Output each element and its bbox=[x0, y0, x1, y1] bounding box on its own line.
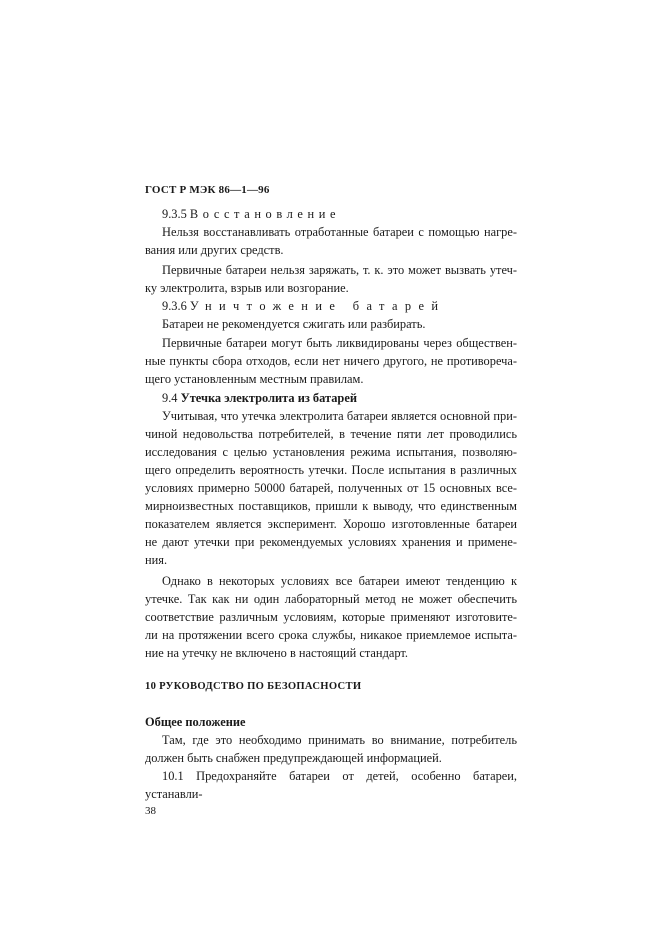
subsection-heading: Общее положение bbox=[145, 715, 246, 729]
section-title: Восстановление bbox=[189, 207, 341, 221]
text-line: утечке. Так как ни один лабораторный метод не может обеспечить bbox=[145, 592, 517, 606]
section-title: Утечка электролита из батарей bbox=[180, 391, 357, 405]
text-line: щего установленным местным правилам. bbox=[145, 372, 364, 386]
text-line: Учитывая, что утечка электролита батареи является основной при- bbox=[162, 409, 517, 423]
page-number: 38 bbox=[145, 805, 156, 817]
text-line: Батареи не рекомендуется сжигать или разбирать. bbox=[162, 317, 426, 331]
text-line: щего определить вероятность утечки. После испытания в различных bbox=[145, 463, 517, 477]
standard-header: ГОСТ Р МЭК 86—1—96 bbox=[145, 184, 270, 196]
section-heading-10: 10 РУКОВОДСТВО ПО БЕЗОПАСНОСТИ bbox=[145, 681, 362, 692]
text-line: мирноизвестных поставщиков, пришли к выводу, что единственным bbox=[145, 499, 517, 513]
section-heading-9-3-5 bbox=[145, 205, 517, 223]
text-line: ные пункты сбора отходов, если нет ничего другого, не противореча- bbox=[145, 354, 517, 368]
text-line: Первичные батареи могут быть ликвидированы через обществен- bbox=[162, 336, 517, 350]
section-number: 9.3.5 bbox=[162, 207, 187, 221]
text-line: ли на протяжении всего срока службы, никакое приемлемое испыта- bbox=[145, 628, 517, 642]
text-line: должен быть снабжен предупреждающей информацией. bbox=[145, 751, 442, 765]
text-line: чиной недовольства потребителей, в течение пяти лет проводились bbox=[145, 427, 517, 441]
text-line: 10.1 Предохраняйте батареи от детей, особенно батареи, устанавли- bbox=[145, 769, 517, 801]
text-line: Там, где это необходимо принимать во внимание, потребитель bbox=[162, 733, 517, 747]
text-line: ние на утечку не включено в настоящий стандарт. bbox=[145, 646, 408, 660]
section-number: 9.4 bbox=[162, 391, 178, 405]
text-line: Однако в некоторых условиях все батареи имеют тенденцию к bbox=[162, 574, 517, 588]
text-line: показателем является эксперимент. Хорошо изготовленные батареи bbox=[145, 517, 517, 531]
text-line: вания или других средств. bbox=[145, 243, 284, 257]
text-line: не дают утечки при рекомендуемых условиях хранения и примене- bbox=[145, 535, 517, 549]
section-title: Уничтожение батарей bbox=[189, 299, 446, 313]
text-line: Нельзя восстанавливать отработанные батареи с помощью нагре- bbox=[162, 225, 517, 239]
section-heading-9-3-6 bbox=[145, 297, 517, 315]
text-line: соответствие различным условиям, которые применяют изготовите- bbox=[145, 610, 517, 624]
text-line: условиях примерно 50000 батарей, полученных от 15 основных все- bbox=[145, 481, 517, 495]
section-heading-9-4 bbox=[145, 389, 517, 407]
section-number: 9.3.6 bbox=[162, 299, 187, 313]
text-line: исследования с целью установления режима испытания, позволяю- bbox=[145, 445, 517, 459]
text-line: ния. bbox=[145, 553, 168, 567]
text-line: ку электролита, взрыв или возгорание. bbox=[145, 281, 349, 295]
text-line: Первичные батареи нельзя заряжать, т. к. это может вызвать утеч- bbox=[162, 263, 517, 277]
